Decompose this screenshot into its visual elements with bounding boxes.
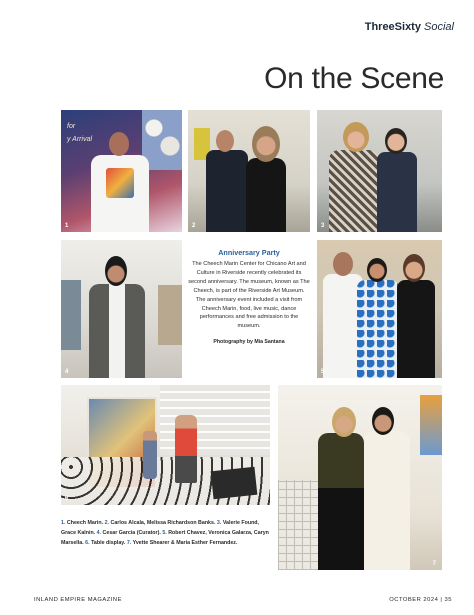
photo-captions: 1. Cheech Marin. 2. Carlos Alcala, Melissa Richardson Banks. 3. Valerie Found, Grace Kalnin. 4. Cesar Garcia (Curator). 5. Robert Chavez, Veronica Galarza, Caryn Marsella. 6. Table display. 7. Yvette Shearer & Maria Esther Fernandez. [61,520,269,546]
photo-7 [278,385,442,570]
photo-6 [61,385,270,505]
section-header [365,21,454,33]
article-heading: Anniversary Party [218,248,280,257]
photo-3 [317,110,442,232]
page-title: On the Scene [264,62,444,95]
photo-5 [317,240,442,378]
photo-number: 6 [65,496,69,502]
wall-lettering: for y Arrival [67,123,93,143]
photo-number: 4 [65,369,69,375]
photo-number: 3 [321,223,325,229]
photo-4 [61,240,182,378]
photo-2 [188,110,310,232]
footer-date-page: OCTOBER 2024 | 35 [389,597,452,603]
photo-number: 5 [321,369,325,375]
footer-publication: INLAND EMPIRE MAGAZINE [34,597,122,603]
photo-1 [61,110,182,232]
photo-number: 7 [432,561,436,567]
photo-number: 1 [65,223,69,229]
article-block [188,248,310,345]
article-body: The Cheech Marin Center for Chicano Art and Culture in Riverside recently celebrated its second anniversary. The museum, known as The Cheech, is part of the Riverside Art Museum. The anniversary event included a visit from Cheech Marin, food, live music, dance performances and free admission to the museum. [188,261,310,330]
photo-number: 2 [192,223,196,229]
magazine-brand: ThreeSixty [364,21,421,33]
photo-credit: Photography by Mia Santana [213,339,285,346]
section-name: Social [424,21,454,33]
